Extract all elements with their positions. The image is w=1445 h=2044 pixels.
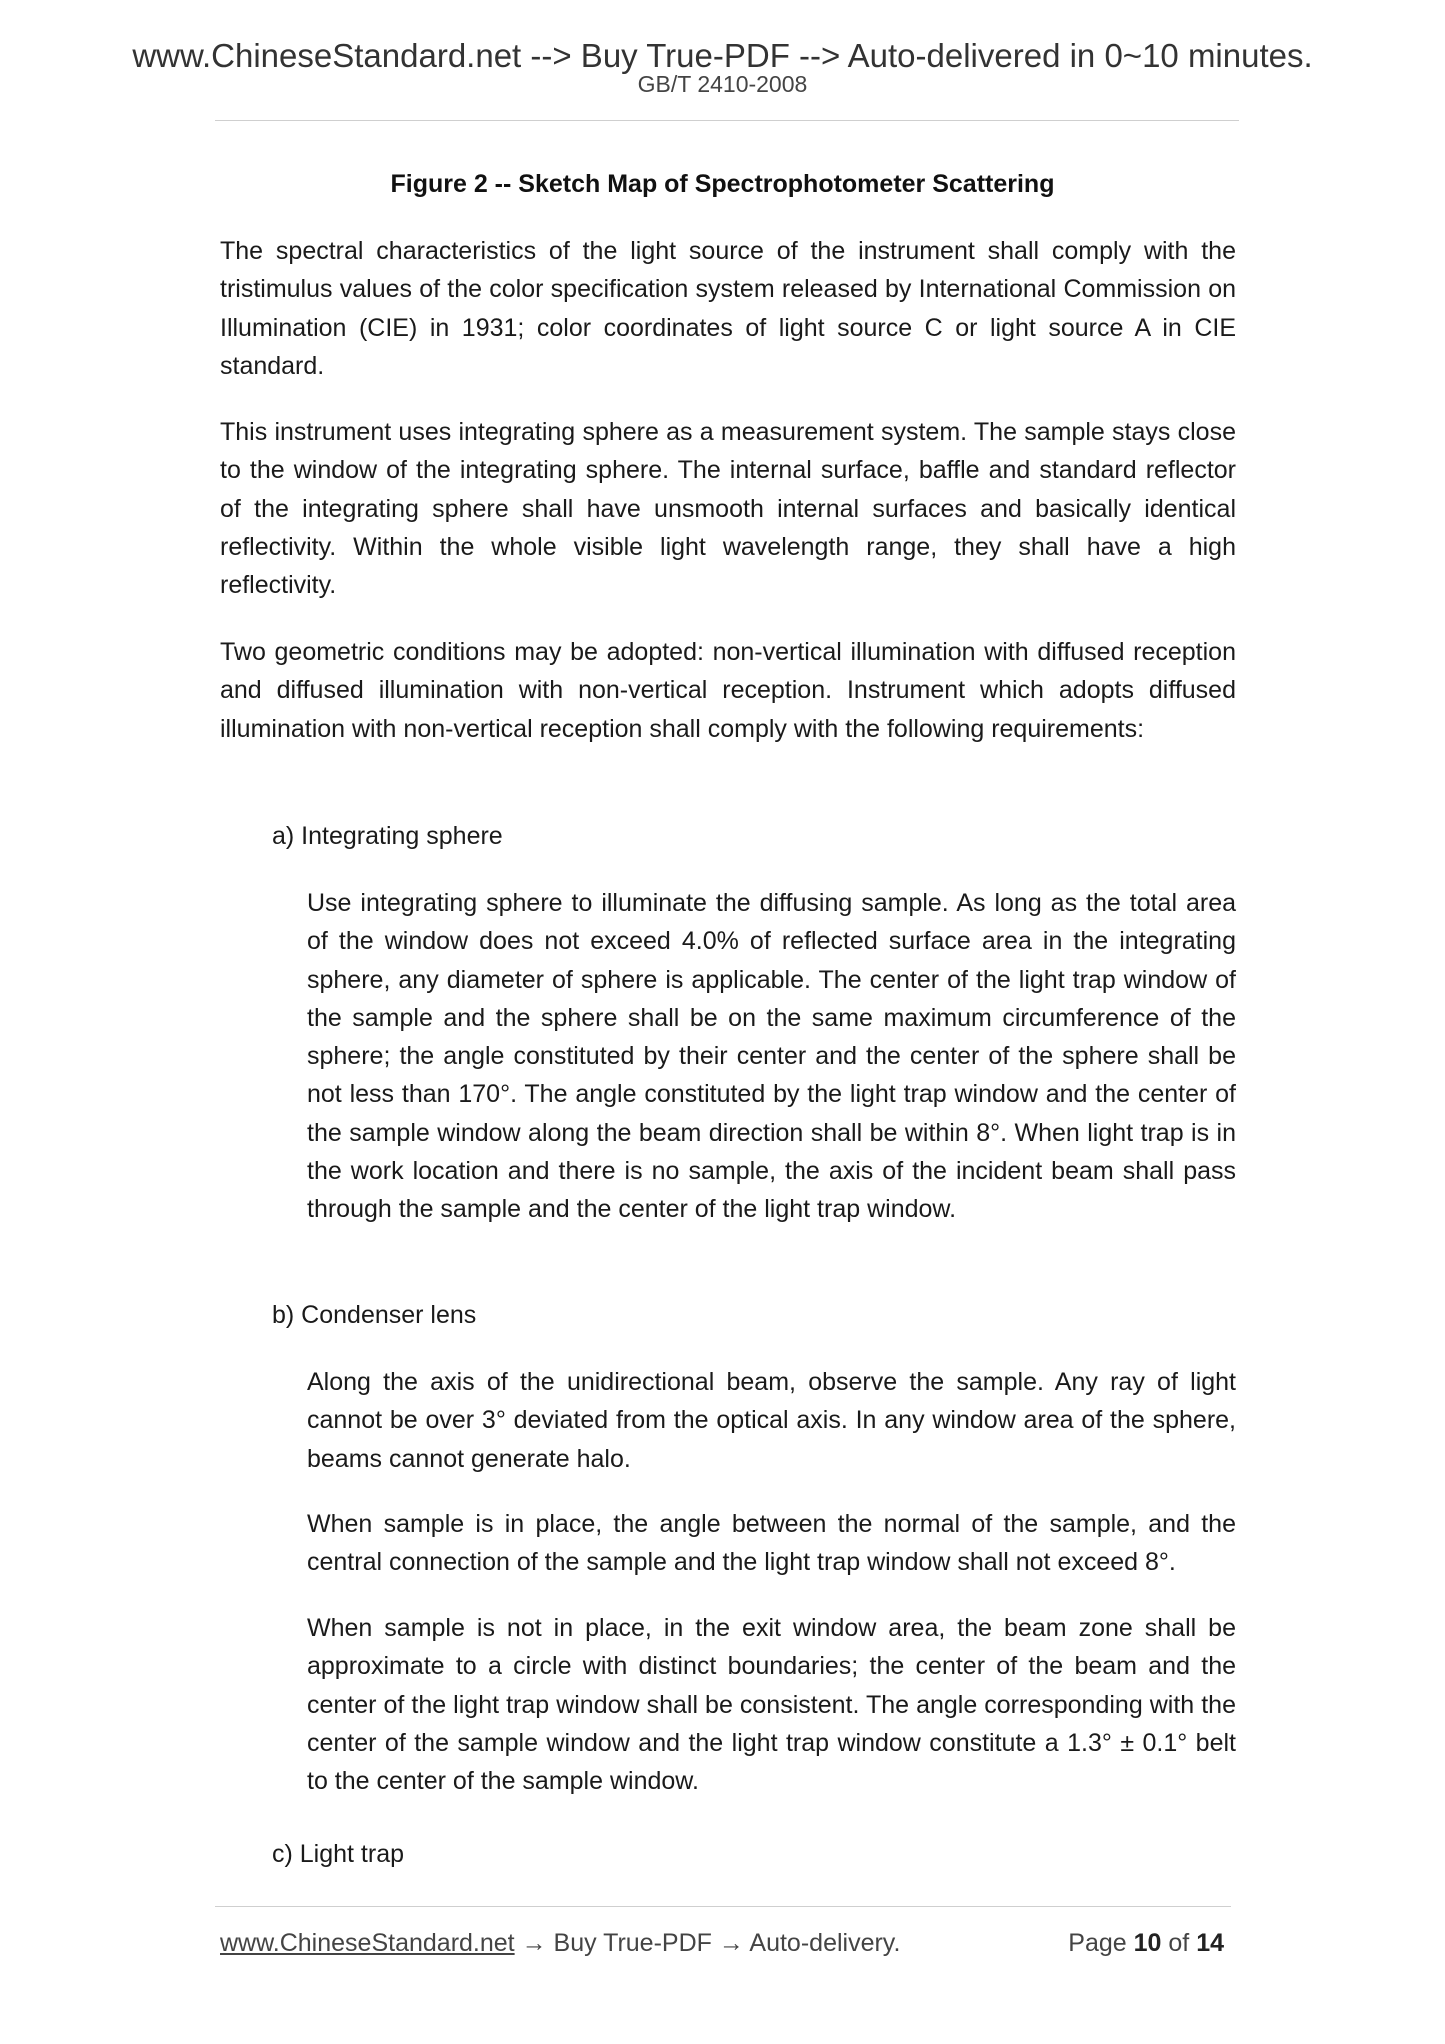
- paragraph-integrating-sphere: This instrument uses integrating sphere as a measurement system. The sample stays close to the window of the integrating sphere. The internal surface, baffle and standard reflector of the integrating sphere shall have unsmooth internal surfaces and basically identical reflectivity. Within the whole visible light wavelength range, they shall have a high reflectivity.: [220, 418, 1236, 600]
- paragraph-geometric-conditions: Two geometric conditions may be adopted: non-vertical illumination with diffused reception and diffused illumination with non-vertical reception. Instrument which adopts diffused illumination with non-vertical reception shall comply with the following requirements:: [220, 638, 1236, 743]
- page-label: Page: [1068, 1929, 1127, 1957]
- footer-divider: [215, 1906, 1231, 1907]
- total-pages: 14: [1196, 1929, 1224, 1957]
- site-banner: www.ChineseStandard.net --> Buy True-PDF --> Auto-delivered in 0~10 minutes.: [132, 37, 1313, 74]
- footer-site-link[interactable]: www.ChineseStandard.net: [220, 1929, 515, 1957]
- footer-left: [220, 1924, 900, 1962]
- standard-code: GB/T 2410-2008: [637, 71, 808, 97]
- paragraph-light-source: The spectral characteristics of the light source of the instrument shall comply with the tristimulus values of the color specification system released by International Commission on Illumination (CIE) in 1931; color coordinates of light source C or light source A in CIE standard.: [220, 237, 1236, 380]
- list-item-b-text-2: When sample is in place, the angle between the normal of the sample, and the central connection of the sample and the light trap window shall not exceed 8°.: [307, 1510, 1236, 1577]
- footer-delivery-text: → Buy True-PDF → Auto-delivery.: [521, 1929, 901, 1957]
- list-item-c-label: c) Light trap: [272, 1840, 405, 1868]
- list-item-b-text-3: When sample is not in place, in the exit window area, the beam zone shall be approximate to a circle with distinct boundaries; the center of the beam and the center of the light trap window shall be consistent. The angle corresponding with the center of the sample window and the light trap window constitute a 1.3° ± 0.1° belt to the center of the sample window.: [307, 1614, 1236, 1796]
- list-item-a-text: Use integrating sphere to illuminate the diffusing sample. As long as the total area of the window does not exceed 4.0% of reflected surface area in the integrating sphere, any diameter of sphere is applicable. The center of the light trap window of the sample and the sphere shall be on the same maximum circumference of the sphere; the angle constituted by their center and the center of the sphere shall be not less than 170°. The angle constituted by the light trap window and the center of the sample window along the beam direction shall be within 8°. When light trap is in the work location and there is no sample, the axis of the incident beam shall pass through the sample and the center of the light trap window.: [307, 889, 1236, 1224]
- figure-caption: Figure 2 -- Sketch Map of Spectrophotometer Scattering: [390, 170, 1055, 198]
- list-item-b-text-1: Along the axis of the unidirectional beam, observe the sample. Any ray of light cannot be over 3° deviated from the optical axis. In any window area of the sphere, beams cannot generate halo.: [307, 1368, 1236, 1473]
- list-item-a-label: a) Integrating sphere: [272, 822, 503, 850]
- header-divider: [215, 120, 1239, 121]
- page-footer: [220, 1924, 1230, 1964]
- page-indicator: [1068, 1924, 1224, 1962]
- list-item-b-label: b) Condenser lens: [272, 1301, 477, 1329]
- of-label: of: [1168, 1929, 1190, 1957]
- page-number: 10: [1133, 1929, 1162, 1957]
